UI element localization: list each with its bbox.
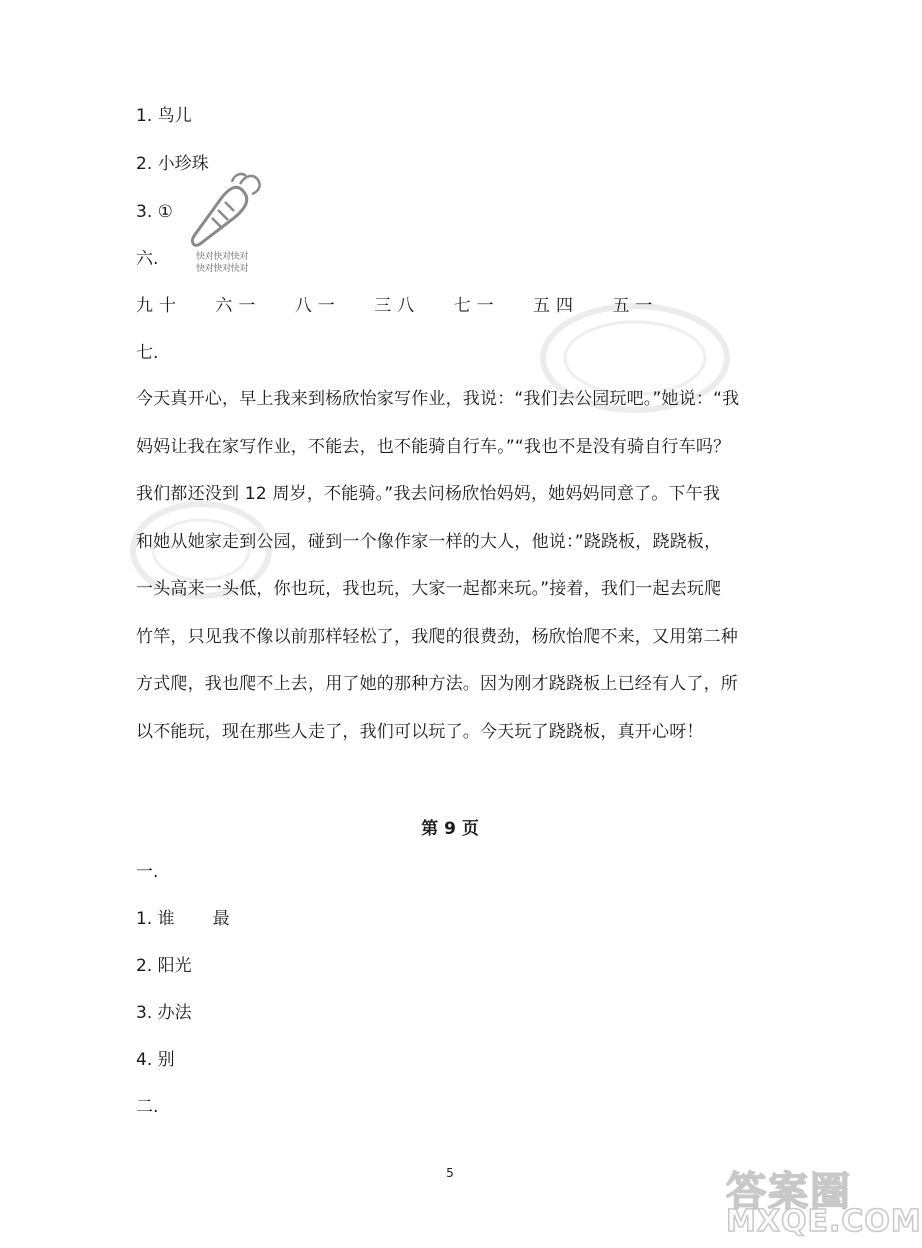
essay-line: 和她从她家走到公园，碰到一个像作家一样的大人，他说：”跷跷板，跷跷板， <box>136 531 722 552</box>
number-item: 七一 <box>453 296 500 316</box>
number-item: 六一 <box>215 296 262 316</box>
carrot-icon <box>188 170 264 248</box>
chinese-numbers-row <box>136 294 686 318</box>
number-item: 八一 <box>294 296 341 316</box>
answer-b1-extra: 最 <box>212 909 230 929</box>
answer-b1 <box>136 907 230 931</box>
watermark-brand-text: 答案圈 <box>726 1169 852 1215</box>
number-item: 三八 <box>374 296 421 316</box>
number-item: 九十 <box>136 296 182 316</box>
answer-b3: 3. 办法 <box>136 1003 192 1023</box>
section-6-label: 六. <box>136 249 159 269</box>
page-number: 5 <box>446 1166 454 1180</box>
essay-line: 妈妈让我在家写作业，不能去，也不能骑自行车。”“我也不是没有骑自行车吗？ <box>136 436 731 457</box>
essay-line: 以不能玩，现在那些人走了，我们可以玩了。今天玩了跷跷板，真开心呀！ <box>136 721 704 742</box>
essay-paragraph <box>136 387 772 767</box>
number-item: 五一 <box>612 296 659 316</box>
answer-b1-text: 1. 谁 <box>136 909 175 929</box>
answer-1: 1. 鸟儿 <box>136 106 192 126</box>
page-heading: 第 9 页 <box>421 819 479 839</box>
number-item: 五四 <box>533 296 580 316</box>
answer-b4: 4. 别 <box>136 1050 175 1070</box>
essay-line: 竹竿，只见我不像以前那样轻松了，我爬的很费劲，杨欣怡爬不来，又用第二种 <box>136 626 738 647</box>
section-7-label: 七. <box>136 343 159 363</box>
watermark-site-text: MXQE.COM <box>726 1204 922 1239</box>
section-1-label: 一. <box>136 862 159 882</box>
answer-b2: 2. 阳光 <box>136 956 192 976</box>
essay-line: 我们都还没到 12 周岁，不能骑。”我去问杨欣怡妈妈，她妈妈同意了。下午我 <box>136 484 721 504</box>
essay-line: 方式爬，我也爬不上去，用了她的那种方法。因为刚才跷跷板上已经有人了，所 <box>136 674 738 694</box>
answer-3: 3. ① <box>136 202 173 222</box>
logo-text: 快对快对快对 快对快对快对 <box>196 252 249 274</box>
essay-line: 今天真开心，早上我来到杨欣怡家写作业，我说：“我们去公园玩吧。”她说：“我 <box>136 389 740 409</box>
answer-2: 2. 小珍珠 <box>136 154 209 174</box>
section-2-label: 二. <box>136 1097 159 1117</box>
essay-line: 一头高来一头低，你也玩，我也玩，大家一起都来玩。”接着，我们一起去玩爬 <box>136 579 722 599</box>
